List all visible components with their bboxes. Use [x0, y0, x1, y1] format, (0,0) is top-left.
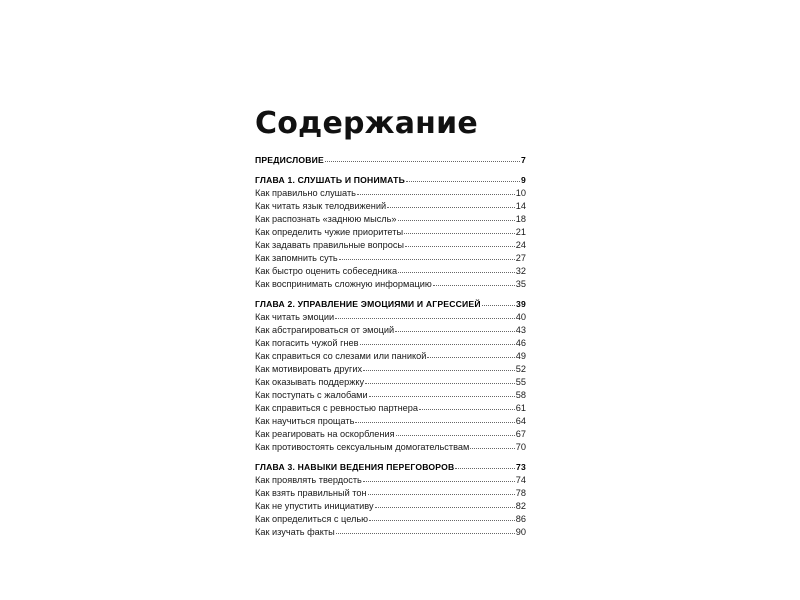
dot-leader — [336, 532, 515, 534]
toc-chapter-heading[interactable] — [255, 461, 526, 474]
toc-entry-page: 7 — [521, 155, 526, 165]
toc-entry-label: ГЛАВА 3. НАВЫКИ ВЕДЕНИЯ ПЕРЕГОВОРОВ — [255, 462, 455, 472]
toc-entry-page: 27 — [515, 253, 526, 263]
toc-entry-label: Как противостоять сексуальным домогательствам — [255, 442, 470, 452]
toc-entry-page: 18 — [515, 214, 526, 224]
toc-entry-page: 55 — [515, 377, 526, 387]
dot-leader — [455, 467, 515, 469]
toc-entry-page: 82 — [515, 501, 526, 511]
toc-entry[interactable] — [255, 363, 526, 376]
toc-entry-label: Как абстрагироваться от эмоций — [255, 325, 395, 335]
toc-entry[interactable] — [255, 389, 526, 402]
dot-leader — [335, 317, 515, 319]
toc-entry-label: Как научиться прощать — [255, 416, 355, 426]
toc-entry[interactable] — [255, 252, 526, 265]
toc-entry-page: 64 — [515, 416, 526, 426]
toc-entry[interactable] — [255, 187, 526, 200]
toc-entry[interactable] — [255, 526, 526, 539]
toc-entry[interactable] — [255, 428, 526, 441]
toc-entry[interactable] — [255, 474, 526, 487]
toc-entry-page: 40 — [515, 312, 526, 322]
dot-leader — [363, 369, 515, 371]
toc-entry-label: Как поступать с жалобами — [255, 390, 368, 400]
toc-entry-page: 78 — [515, 488, 526, 498]
toc-entry[interactable] — [255, 278, 526, 291]
toc-chapter-heading[interactable] — [255, 298, 526, 311]
section-gap — [255, 291, 526, 298]
dot-leader — [369, 519, 515, 521]
toc-entry-page: 67 — [515, 429, 526, 439]
toc-entry-label: Как воспринимать сложную информацию — [255, 279, 432, 289]
toc-entry[interactable] — [255, 200, 526, 213]
toc-entry[interactable] — [255, 337, 526, 350]
dot-leader — [406, 180, 520, 182]
dot-leader — [470, 447, 514, 449]
toc-entry-page: 32 — [515, 266, 526, 276]
dot-leader — [404, 232, 515, 234]
dot-leader — [325, 160, 520, 162]
toc-entry-page: 73 — [516, 462, 526, 472]
toc-entry-page: 49 — [515, 351, 526, 361]
toc-entry-label: Как проявлять твердость — [255, 475, 362, 485]
dot-leader — [355, 421, 514, 423]
toc-entry[interactable] — [255, 376, 526, 389]
section-gap — [255, 454, 526, 461]
dot-leader — [387, 206, 515, 208]
toc-chapter-heading[interactable] — [255, 174, 526, 187]
dot-leader — [433, 284, 515, 286]
dot-leader — [419, 408, 515, 410]
dot-leader — [395, 330, 515, 332]
toc-entry-label: Как правильно слушать — [255, 188, 356, 198]
toc-entry-page: 90 — [515, 527, 526, 537]
toc-entry[interactable] — [255, 324, 526, 337]
toc-entry-page: 58 — [515, 390, 526, 400]
toc-entry-label: Как быстро оценить собеседника — [255, 266, 398, 276]
toc-entry-label: Как не упустить инициативу — [255, 501, 374, 511]
toc-entry-label: Как читать язык телодвижений — [255, 201, 387, 211]
toc-entry[interactable] — [255, 311, 526, 324]
toc-entry[interactable] — [255, 239, 526, 252]
toc-entry-label: ГЛАВА 1. СЛУШАТЬ И ПОНИМАТЬ — [255, 175, 405, 185]
section-gap — [255, 167, 526, 174]
dot-leader — [396, 434, 515, 436]
table-of-contents — [255, 154, 526, 539]
toc-entry-label: Как мотивировать других — [255, 364, 363, 374]
toc-entry-page: 61 — [515, 403, 526, 413]
toc-entry-label: Как оказывать поддержку — [255, 377, 365, 387]
dot-leader — [398, 271, 515, 273]
toc-entry-label: Как распознать «заднюю мысль» — [255, 214, 397, 224]
toc-entry-page: 70 — [515, 442, 526, 452]
toc-entry-label: Как справиться с ревностью партнера — [255, 403, 419, 413]
toc-entry-page: 14 — [515, 201, 526, 211]
toc-entry-page: 21 — [515, 227, 526, 237]
page-title: Содержание — [255, 106, 478, 141]
toc-entry-label: Как взять правильный тон — [255, 488, 367, 498]
dot-leader — [360, 343, 515, 345]
toc-entry[interactable] — [255, 415, 526, 428]
toc-entry-page: 86 — [515, 514, 526, 524]
toc-entry-label: Как определиться с целью — [255, 514, 369, 524]
toc-entry[interactable] — [255, 265, 526, 278]
toc-entry-page: 9 — [521, 175, 526, 185]
dot-leader — [339, 258, 515, 260]
toc-entry-page: 10 — [515, 188, 526, 198]
toc-entry[interactable] — [255, 213, 526, 226]
toc-entry[interactable] — [255, 513, 526, 526]
dot-leader — [365, 382, 515, 384]
toc-entry-page: 35 — [515, 279, 526, 289]
dot-leader — [482, 304, 515, 306]
toc-entry-page: 46 — [515, 338, 526, 348]
toc-entry-page: 52 — [515, 364, 526, 374]
dot-leader — [427, 356, 514, 358]
dot-leader — [363, 480, 515, 482]
toc-entry-label: ГЛАВА 2. УПРАВЛЕНИЕ ЭМОЦИЯМИ И АГРЕССИЕЙ — [255, 299, 481, 309]
toc-entry-page: 74 — [515, 475, 526, 485]
toc-entry-label: Как справиться со слезами или паникой — [255, 351, 427, 361]
toc-entry-label: Как погасить чужой гнев — [255, 338, 359, 348]
toc-entry-label: ПРЕДИСЛОВИЕ — [255, 155, 324, 165]
dot-leader — [398, 219, 515, 221]
dot-leader — [357, 193, 515, 195]
toc-entry[interactable] — [255, 226, 526, 239]
toc-entry-label: Как реагировать на оскорбления — [255, 429, 395, 439]
dot-leader — [375, 506, 515, 508]
toc-entry[interactable] — [255, 350, 526, 363]
toc-entry-preface[interactable] — [255, 154, 526, 167]
toc-entry-page: 24 — [515, 240, 526, 250]
toc-entry-label: Как читать эмоции — [255, 312, 335, 322]
toc-entry-label: Как определить чужие приоритеты — [255, 227, 404, 237]
toc-page — [255, 104, 526, 539]
toc-entry-label: Как запомнить суть — [255, 253, 338, 263]
dot-leader — [369, 395, 515, 397]
toc-entry[interactable] — [255, 500, 526, 513]
toc-entry-label: Как задавать правильные вопросы — [255, 240, 405, 250]
toc-entry-page: 43 — [515, 325, 526, 335]
toc-entry[interactable] — [255, 487, 526, 500]
toc-entry[interactable] — [255, 402, 526, 415]
dot-leader — [405, 245, 515, 247]
toc-entry-label: Как изучать факты — [255, 527, 335, 537]
dot-leader — [368, 493, 515, 495]
toc-entry-page: 39 — [516, 299, 526, 309]
toc-entry[interactable] — [255, 441, 526, 454]
